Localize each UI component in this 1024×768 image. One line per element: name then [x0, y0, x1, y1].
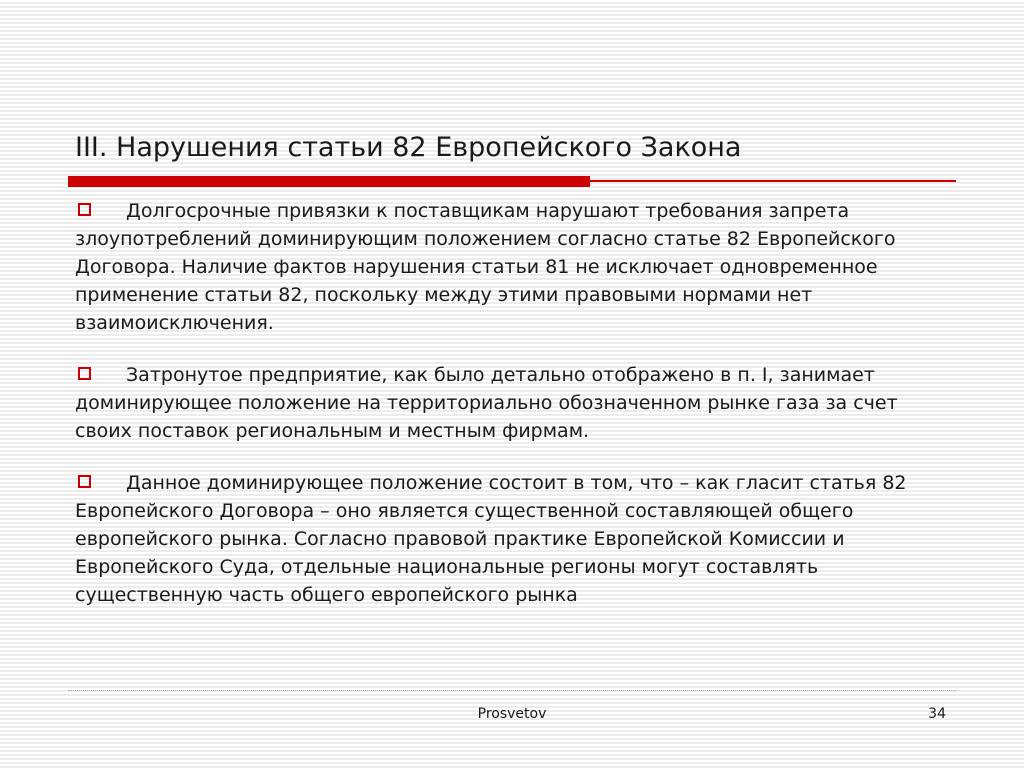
title-underline-thin [590, 180, 956, 182]
hollow-square-icon [78, 203, 91, 216]
bullet-text: Затронутое предприятие, как было детально отображено в п. I, занимает доминирующее положение на территориально обозначенном рынке газа за счет своих поставок региональным и местным фирмам. [75, 364, 898, 442]
bullet-item [75, 361, 945, 445]
bullet-text: Долгосрочные привязки к поставщикам нарушают требования запрета злоупотреблений доминирующим положением согласно статье 82 Европейского Договора. Наличие фактов нарушения статьи 81 не исключает одновременное применение статьи 82, поскольку между этими правовыми нормами нет взаимоисключения. [75, 200, 896, 334]
slide-title: III. Нарушения статьи 82 Европейского Закона [75, 132, 742, 163]
hollow-square-icon [78, 475, 91, 488]
bullet-text: Данное доминирующее положение состоит в том, что – как гласит статья 82 Европейского Договора – оно является существенной составляющей общего европейского рынка. Согласно правовой практике Европейской Комиссии и Европейского Суда, отдельные национальные регионы могут составлять существенную часть общего европейского рынка [75, 472, 907, 606]
title-underline-thick [68, 176, 590, 187]
hollow-square-icon [78, 367, 91, 380]
bullet-list [75, 197, 945, 633]
bullet-item [75, 469, 945, 609]
footer-divider [68, 690, 956, 691]
footer-author: Prosvetov [477, 706, 547, 722]
bullet-item [75, 197, 945, 337]
page-number: 34 [928, 706, 946, 722]
